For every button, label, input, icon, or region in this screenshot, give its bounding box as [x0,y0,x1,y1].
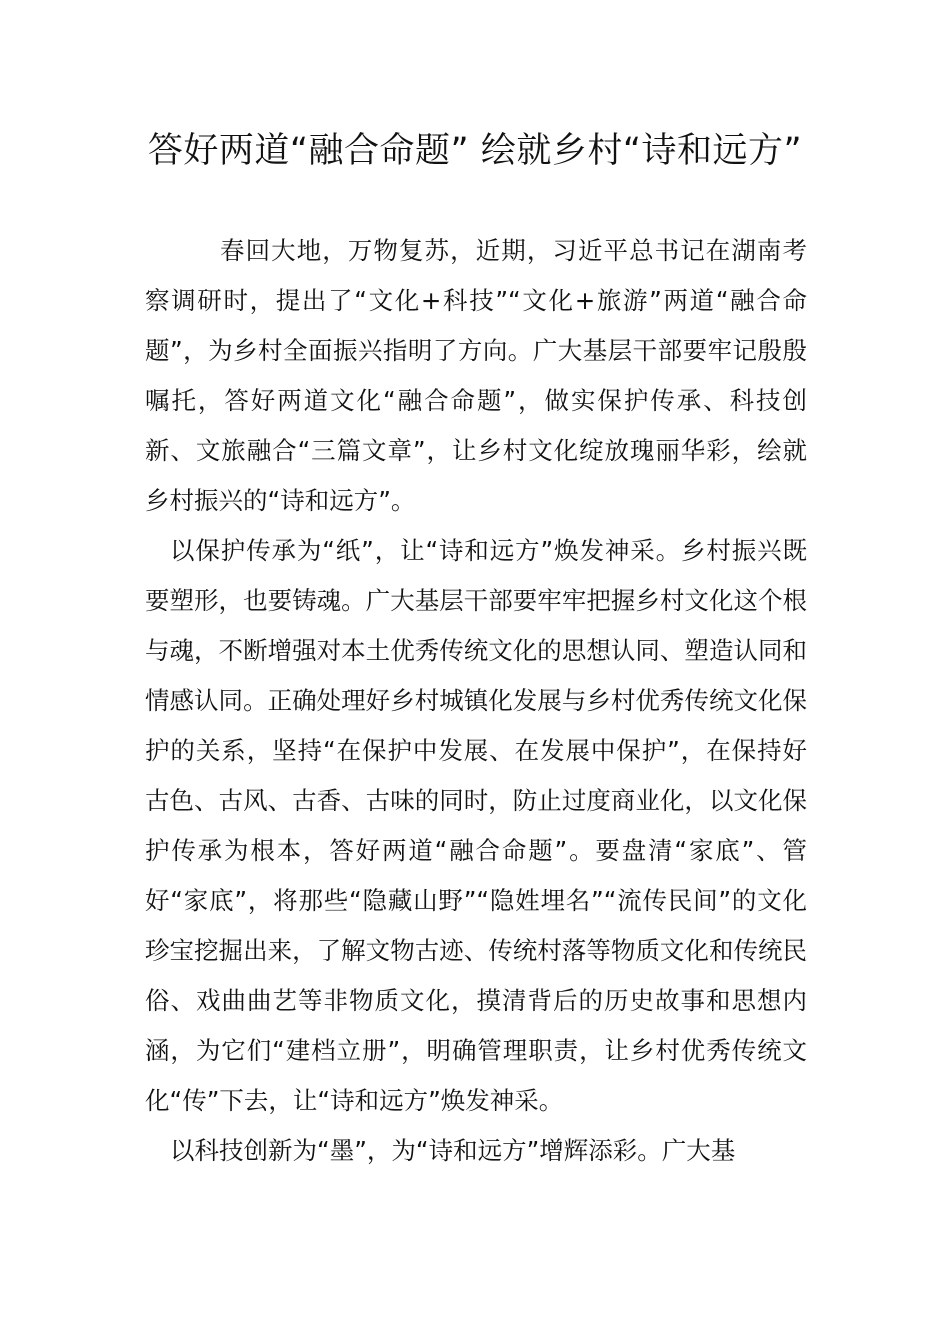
paragraph-intro: 春回大地，万物复苏，近期，习近平总书记在湖南考察调研时，提出了“文化+科技”“文化+旅游”两道“融合命题”，为乡村全面振兴指明了方向。广大基层干部要牢记殷殷嘱托，答好两道文化“融合命题”，做实保护传承、科技创新、文旅融合“三篇文章”，让乡村文化绽放瑰丽华彩，绘就乡村振兴的“诗和远方”。 [145,236,807,515]
document-body [145,226,807,1176]
paragraph-protection-heritage: 以保护传承为“纸”，让“诗和远方”焕发神采。乡村振兴既要塑形，也要铸魂。广大基层干部要牢牢把握乡村文化这个根与魂，不断增强对本土优秀传统文化的思想认同、塑造认同和情感认同。正确处理好乡村城镇化发展与乡村优秀传统文化保护的关系，坚持“在保护中发展、在发展中保护”，在保持好古色、古风、古香、古味的同时，防止过度商业化，以文化保护传承为根本，答好两道“融合命题”。要盘清“家底”、管好“家底”，将那些“隐藏山野”“隐姓埋名”“流传民间”的文化珍宝挖掘出来，了解文物古迹、传统村落等物质文化和传统民俗、戏曲曲艺等非物质文化，摸清背后的历史故事和思想内涵，为它们“建档立册”，明确管理职责，让乡村优秀传统文化“传”下去，让“诗和远方”焕发神采。 [145,536,807,1115]
paragraph-tech-innovation: 以科技创新为“墨”，为“诗和远方”增辉添彩。广大基 [170,1136,736,1165]
document-title: 答好两道“融合命题” 绘就乡村“诗和远方” [147,131,803,171]
